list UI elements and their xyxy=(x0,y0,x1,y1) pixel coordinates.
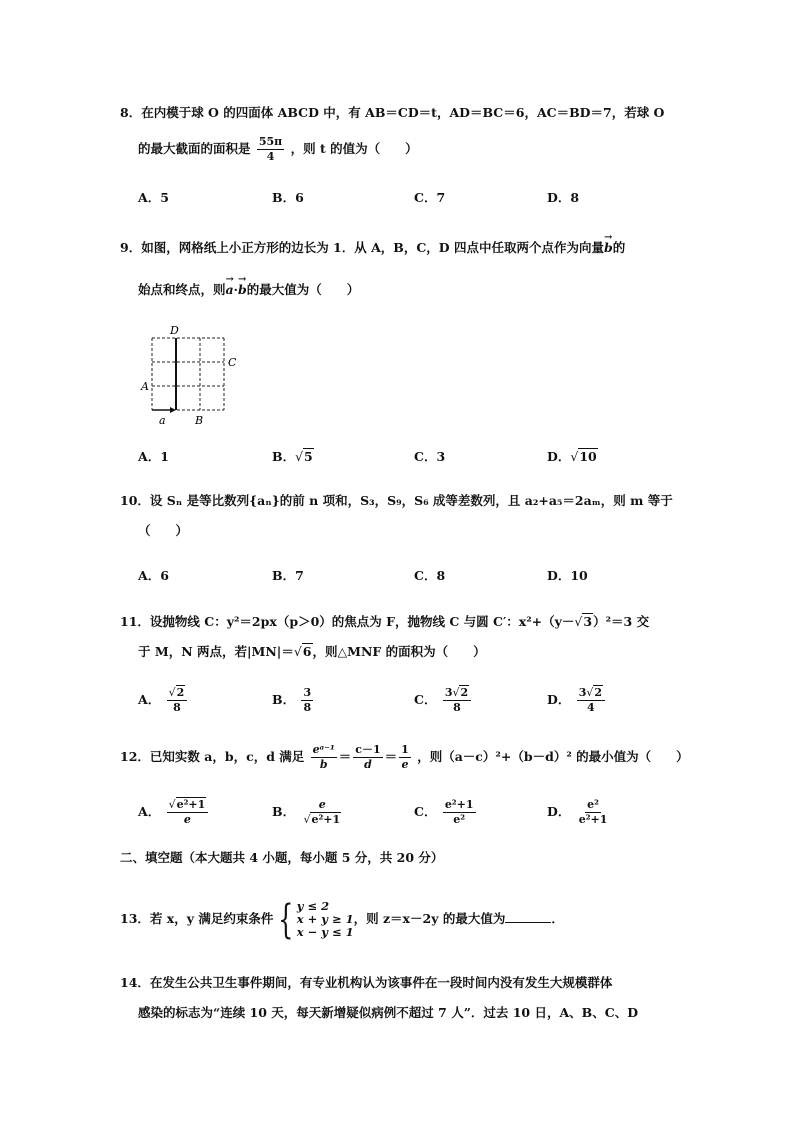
q10-option-a: A．6 xyxy=(138,568,169,583)
q12-b-frac: $\frac{e}{\text{√e²+1}}$ xyxy=(303,798,341,826)
q8-option-c: C．7 xyxy=(414,190,446,205)
q11-line2: 于 M，N 两点，若|MN|＝√6，则△MNF 的面积为（ ） xyxy=(138,644,486,659)
q12-option-c: C． $\frac{\text{e²+1}}{\text{e²}}$ xyxy=(414,798,474,826)
q13-answer-blank[interactable] xyxy=(505,910,551,923)
q11-line1: 11．设抛物线 C：y²＝2px（p＞0）的焦点为 F，抛物线 C 与圆 C′：x²+（y－√3）²＝3 交 xyxy=(120,614,650,629)
q12-a-frac: $\frac{\text{√e²+1}}{e}$ xyxy=(167,798,209,827)
q12-frac-3: $\frac{1}{e}$ xyxy=(401,743,409,771)
vector-arrow-icon: → xyxy=(225,274,234,285)
q13-constraint-1: y ≤ 2 xyxy=(296,899,330,913)
q10-option-c: C．8 xyxy=(414,568,446,583)
q9-vector-a: → a xyxy=(225,274,234,297)
q13-constraint-system: { y ≤ 2 x + y ≥ 1 x − y ≤ 1 xyxy=(278,896,354,943)
vector-arrow-icon: → xyxy=(237,274,247,285)
q10-line1: 10．设 Sₙ 是等比数列{aₙ}的前 n 项和，S₃，S₉，S₆ 成等差数列，且 a₂+a₅＝2aₘ，则 m 等于 xyxy=(120,493,673,508)
q9-vector-b: → b xyxy=(604,232,613,255)
q8-line1: 8．在内模于球 O 的四面体 ABCD 中，有 AB＝CD＝t，AD＝BC＝6，AC＝BD＝7，若球 O xyxy=(120,105,665,120)
q11-d-frac: $\frac{3√2}{4}$ xyxy=(577,686,605,715)
q11-c-frac: $\frac{3√2}{8}$ xyxy=(443,686,471,715)
q10-option-d: D．10 xyxy=(547,568,588,583)
q12-frac-1: $\frac{\text{eᵃ⁻¹}}{b}$ xyxy=(312,743,335,771)
q11-b-frac: $\frac{3}{8}$ xyxy=(303,686,312,714)
q10-line2: （ ） xyxy=(138,523,189,538)
q9-vector-b2: → b xyxy=(237,274,247,297)
q12-c-frac: $\frac{\text{e²+1}}{\text{e²}}$ xyxy=(444,798,474,826)
q12-frac-2: $\frac{c-1}{d}$ xyxy=(355,743,381,771)
q8-line2 xyxy=(138,132,418,166)
vector-arrow-icon: → xyxy=(604,232,613,243)
q11-option-a: A． $\frac{√2}{8}$ xyxy=(138,683,189,717)
q12-option-b: B． $\frac{e}{\text{√e²+1}}$ xyxy=(272,794,345,830)
q11-option-d: D． $\frac{3√2}{4}$ xyxy=(547,683,607,717)
q13-line: 13．若 x，y 满足约束条件 { y ≤ 2 x + y ≥ 1 x − y ≤ 1 ，则 z＝x－2y 的最大值为 ． xyxy=(120,896,564,943)
grid-lines xyxy=(152,338,224,410)
q9-option-a: A．1 xyxy=(138,449,169,464)
q9-line1-text: 9．如图，网格纸上小正方形的边长为 1．从 A，B，C，D 四点中任取两个点作为向量 xyxy=(120,240,605,255)
q9-line1: 9．如图，网格纸上小正方形的边长为 1．从 A，B，C，D 四点中任取两个点作为向量 → b的 xyxy=(120,232,626,255)
q8-frac-num: 55π xyxy=(258,135,283,148)
q10-option-b: B．7 xyxy=(272,568,304,583)
label-a: a xyxy=(159,414,166,427)
q9-option-d: D．√10 xyxy=(547,449,597,464)
q9-option-c: C．3 xyxy=(414,449,446,464)
q8-option-d: D．8 xyxy=(547,190,580,205)
q11-a-frac: $\frac{√2}{8}$ xyxy=(167,686,188,715)
q13-constraint-2: x + y ≥ 1 xyxy=(296,912,354,926)
q14-line1: 14．在发生公共卫生事件期间，有专业机构认为该事件在一段时间内没有发生大规模群体 xyxy=(120,975,613,990)
section-2-heading: 二、填空题（本大题共 4 小题，每小题 5 分，共 20 分） xyxy=(120,850,444,865)
q12-line1: 12．已知实数 a，b，c，d 满足 $\frac{\text{eᵃ⁻¹}}{b}$ ＝ $\frac{c-1}{d}$ ＝ $\frac{1}{e}$ ，则（a－c）²+（b－d）² 的最小值为（ ） xyxy=(120,743,689,771)
q8-option-b: B．6 xyxy=(272,190,304,205)
q8-fraction xyxy=(257,135,284,164)
label-D: D xyxy=(170,324,179,337)
label-B: B xyxy=(195,414,204,427)
q14-line2: 感染的标志为“连续 10 天，每天新增疑似病例不超过 7 人”．过去 10 日，A、B、C、D xyxy=(138,1005,639,1020)
q8-frac-den: 4 xyxy=(266,150,275,163)
q11-option-b: B． $\frac{3}{8}$ xyxy=(272,686,312,714)
q8-line2-text-a: 的最大截面的面积是 xyxy=(138,141,251,156)
q12-d-frac: $\frac{\text{e²}}{\text{e²+1}}$ xyxy=(578,798,608,826)
q9-option-b: B．√5 xyxy=(272,449,313,464)
q8-line2-text-b: ，则 t 的值为（ ） xyxy=(290,141,418,156)
q9-line2: 始点和终点，则 → a· → b的最大值为（ ） xyxy=(138,274,360,297)
q9-grid-figure xyxy=(130,318,250,430)
q12-option-d: D． $\frac{\text{e²}}{\text{e²+1}}$ xyxy=(547,798,608,826)
q13-constraint-3: x − y ≤ 1 xyxy=(296,925,354,939)
q12-option-a: A． $\frac{\text{√e²+1}}{e}$ xyxy=(138,794,210,830)
q8-option-a: A．5 xyxy=(138,190,169,205)
q11-option-c: C． $\frac{3√2}{8}$ xyxy=(414,683,473,717)
label-A: A xyxy=(141,380,149,393)
label-C: C xyxy=(228,356,237,369)
